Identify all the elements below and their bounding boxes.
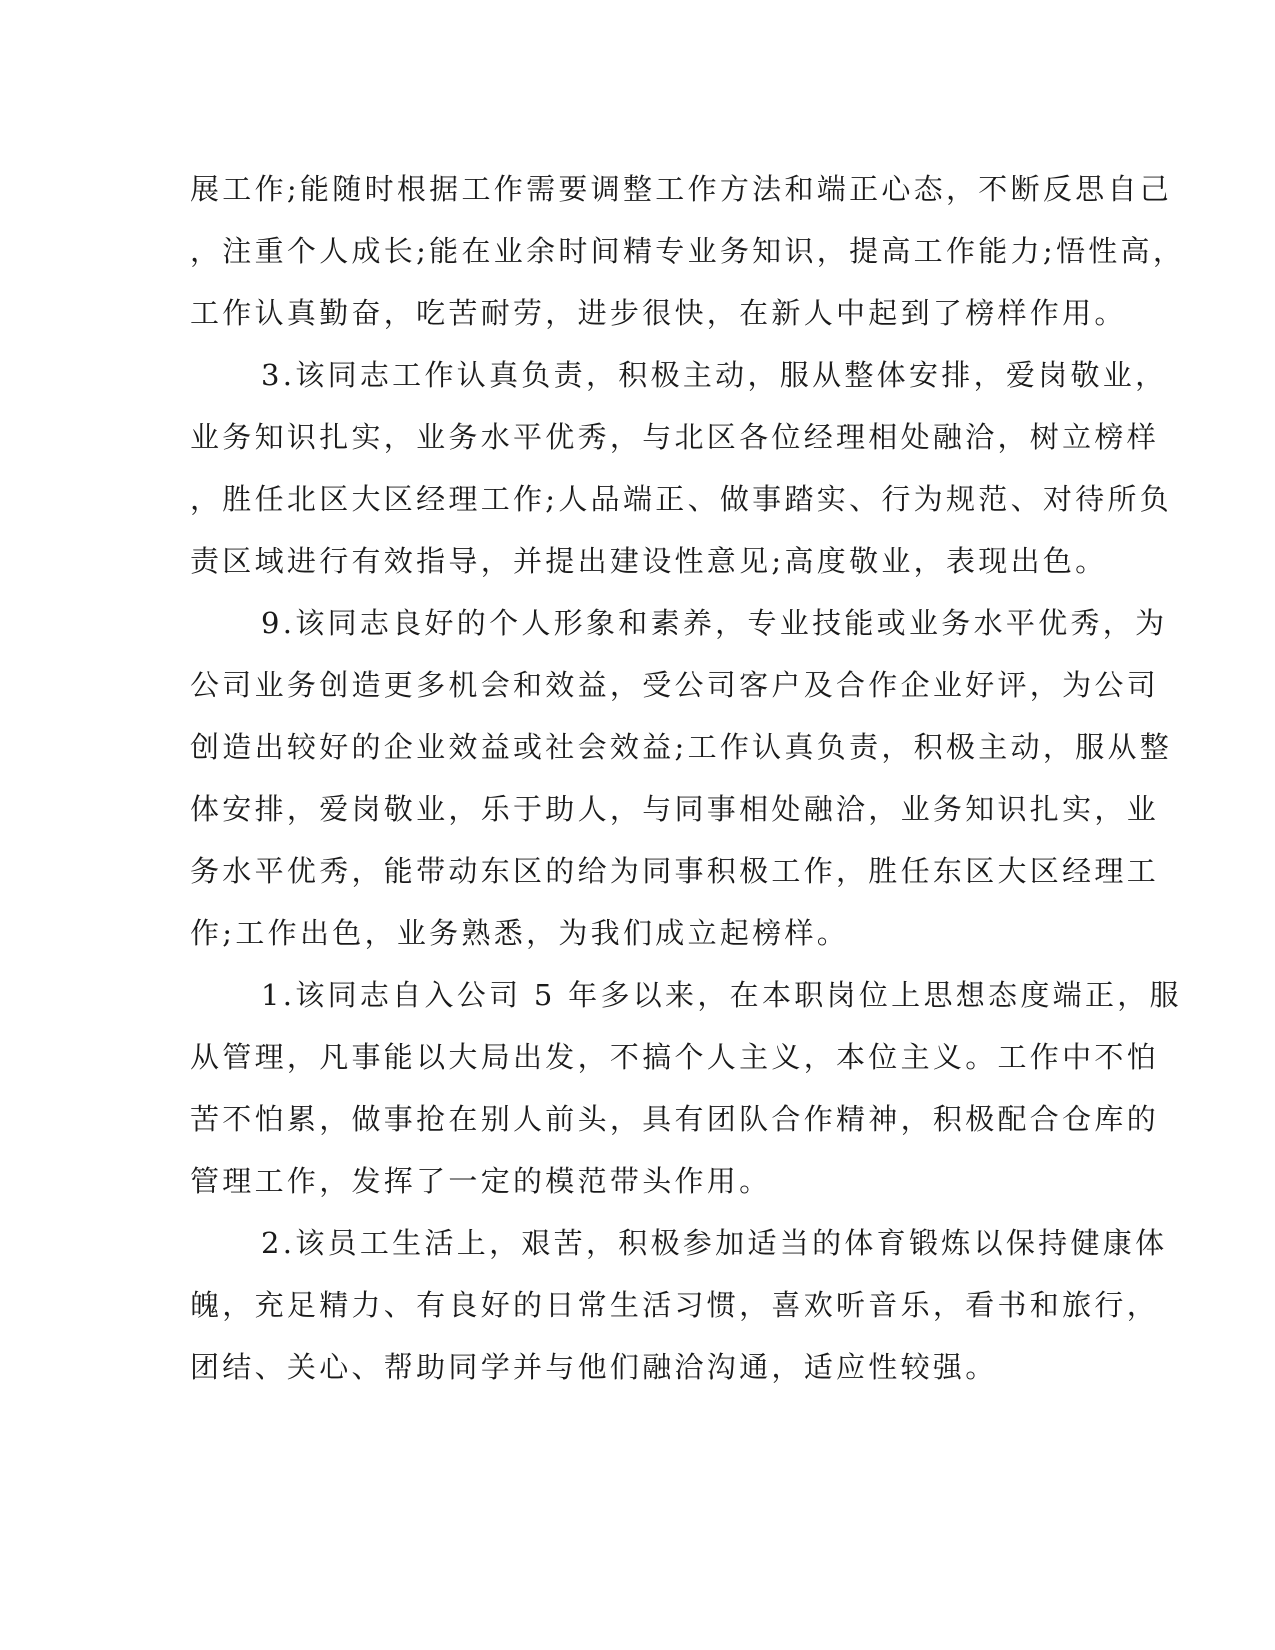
text-line: 管理工作，发挥了一定的模范带头作用。 <box>190 1164 772 1198</box>
text-line: 责区域进行有效指导，并提出建设性意见;高度敬业，表现出色。 <box>190 544 1108 578</box>
paragraph-9-start: 9.该同志良好的个人形象和素养，专业技能或业务水平优秀，为 <box>261 606 1168 640</box>
text-line: 业务知识扎实，业务水平优秀，与北区各位经理相处融洽，树立榜样 <box>190 420 1160 454</box>
text-line: 苦不怕累，做事抢在别人前头，具有团队合作精神，积极配合仓库的 <box>190 1102 1160 1136</box>
paragraph-2-start: 2.该员工生活上，艰苦，积极参加适当的体育锻炼以保持健康体 <box>261 1226 1168 1260</box>
text-line: ，胜任北区大区经理工作;人品端正、做事踏实、行为规范、对待所负 <box>190 482 1173 516</box>
text-line: ，注重个人成长;能在业余时间精专业务知识，提高工作能力;悟性高， <box>190 234 1186 268</box>
text-line: 创造出较好的企业效益或社会效益;工作认真负责，积极主动，服从整 <box>190 730 1173 764</box>
text-line: 团结、关心、帮助同学并与他们融洽沟通，适应性较强。 <box>190 1350 998 1384</box>
text-line: 作;工作出色，业务熟悉，为我们成立起榜样。 <box>190 916 850 950</box>
text-line: 务水平优秀，能带动东区的给为同事积极工作，胜任东区大区经理工 <box>190 854 1160 888</box>
text-line: 工作认真勤奋，吃苦耐劳，进步很快，在新人中起到了榜样作用。 <box>190 296 1127 330</box>
document-body <box>190 158 1186 1398</box>
text-line: 魄，充足精力、有良好的日常生活习惯，喜欢听音乐，看书和旅行， <box>190 1288 1160 1322</box>
paragraph-1-start: 1.该同志自入公司 5 年多以来，在本职岗位上思想态度端正，服 <box>261 978 1182 1012</box>
paragraph-3-start: 3.该同志工作认真负责，积极主动，服从整体安排，爱岗敬业， <box>261 358 1168 392</box>
text-line: 从管理，凡事能以大局出发，不搞个人主义，本位主义。工作中不怕 <box>190 1040 1160 1074</box>
text-line: 展工作;能随时根据工作需要调整工作方法和端正心态，不断反思自己 <box>190 172 1173 206</box>
text-line: 体安排，爱岗敬业，乐于助人，与同事相处融洽，业务知识扎实，业 <box>190 792 1160 826</box>
text-line: 公司业务创造更多机会和效益，受公司客户及合作企业好评，为公司 <box>190 668 1160 702</box>
